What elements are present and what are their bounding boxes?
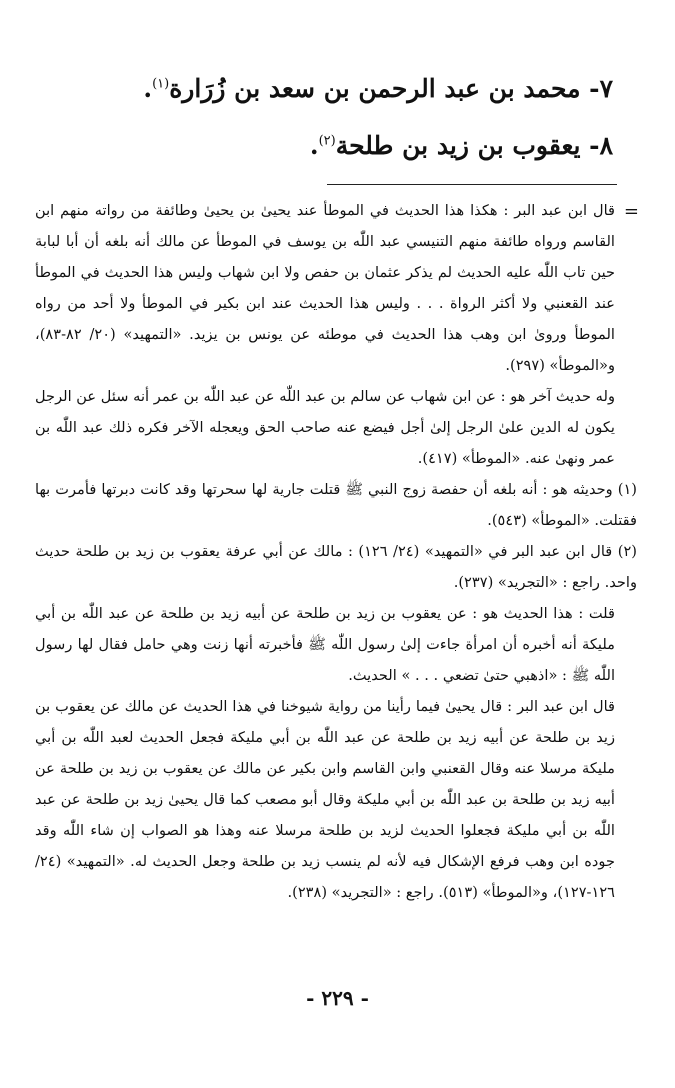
footnote-text: وحديثه هو : أنه بلغه أن حفصة زوج النبي ﷺ قتلت جارية لها سحرتها وقد كانت دبرتها فأمرت بها فقتلت. «الموطأ» (٥٤٣). [35, 481, 637, 529]
main-item-period: . [143, 74, 153, 103]
main-item-period: . [309, 131, 319, 160]
footnote-ref: (٢) [318, 133, 336, 149]
footnote-text: قال ابن عبد البر في «التمهيد» (٢٤/ ١٢٦) : مالك عن أبي عرفة يعقوب بن زيد بن طلحة حديث واحد. راجع : «التجريد» (٢٣٧). [35, 543, 637, 591]
footnote-2 [35, 536, 637, 598]
footnote-ref: (١) [152, 76, 170, 92]
main-item-8 [40, 131, 613, 160]
continued-marker: = [623, 201, 639, 222]
footnote-paragraph: قال ابن عبد البر : قال يحيىٰ فيما رأينا من رواية شيوخنا في هذا الحديث عن مالك عن يعقوب بن زيد بن طلحة عن أبيه زيد بن طلحة عن عبد اللّٰه بن أبي مليكة فجعل الحديث لعبد اللّٰه بن أبي مليكة مرسلا عنه وقال القعنبي وابن القاسم وابن بكير عن مالك عن يعقوب بن زيد بن طلحة عن أبيه زيد بن طلحة بن عبد اللّٰه بن أبي مليكة وقال أبو مصعب كما قال يحيىٰ زيد بن طلحة عن عبد اللّٰه بن أبي مليكة فجعلوا الحديث لزيد بن طلحة مرسلا عنه وهذا هو الصواب إن شاء اللّٰه وقد جوده ابن وهب فرفع الإشكال فيه لأنه لم ينسب زيد بن طلحة وجعل الحديث له. «التمهيد» (٢٤/ ١٢٦-١٢٧)، و«الموطأ» (٥١٣). راجع : «التجريد» (٢٣٨). [35, 698, 615, 901]
footnote-label: (٢) [617, 543, 637, 560]
footnote-continuation-paragraph: قال ابن عبد البر : هكذا هذا الحديث في الموطأ عند يحيىٰ بن يحيىٰ وطائفة من رواته منهم ابن القاسم ورواه طائفة منهم التنيسي عبد اللّٰه بن يوسف في الموطأ عن مالك أنه بلغه أن أبا لبابة حين تاب اللّٰه عليه الحديث لم يذكر عثمان بن حفص ولا ابن شهاب وليس هذا الحديث في الموطأ عند القعنبي ولا أكثر الرواة . . . وليس هذا الحديث عند ابن بكير في الموطأ ولا أحد من رواه الموطأ وروىٰ ابن وهب هذا الحديث في موطئه عن يونس بن يزيد. «التمهيد» (٢٠/ ٨٢-٨٣)، و«الموطأ» (٢٩٧). [35, 202, 615, 374]
main-item-text: ٨- يعقوب بن زيد بن طلحة [335, 131, 613, 160]
footnote-paragraph: قلت : هذا الحديث هو : عن يعقوب بن زيد بن طلحة عن أبيه زيد بن طلحة عن عبد اللّٰه بن أبي مليكة أنه أخبره أن امرأة جاءت إلىٰ رسول اللّٰه ﷺ فأخبرته أنها زنت وهي حامل فقال لها رسول اللّٰه ﷺ : «اذهبي حتىٰ تضعي . . . » الحديث. [35, 605, 615, 684]
footnote-1 [35, 474, 637, 536]
footnotes-block [35, 195, 637, 908]
footnote-divider [327, 184, 617, 185]
page-number: - ٢٢٩ - [306, 986, 369, 1010]
main-item-7 [40, 74, 613, 103]
footnote-label: (١) [617, 481, 637, 498]
main-item-text: ٧- محمد بن عبد الرحمن بن سعد بن زُرَارة [169, 74, 613, 103]
footnote-paragraph: وله حديث آخر هو : عن ابن شهاب عن سالم بن عبد اللّٰه عن عبد اللّٰه بن عمر أنه سئل عن الرجل يكون له الدين علىٰ الرجل إلىٰ أجل فيضع عنه صاحب الحق ويعجله الآخر فكره ذلك عبد اللّٰه بن عمر ونهىٰ عنه. «الموطأ» (٤١٧). [35, 388, 615, 467]
